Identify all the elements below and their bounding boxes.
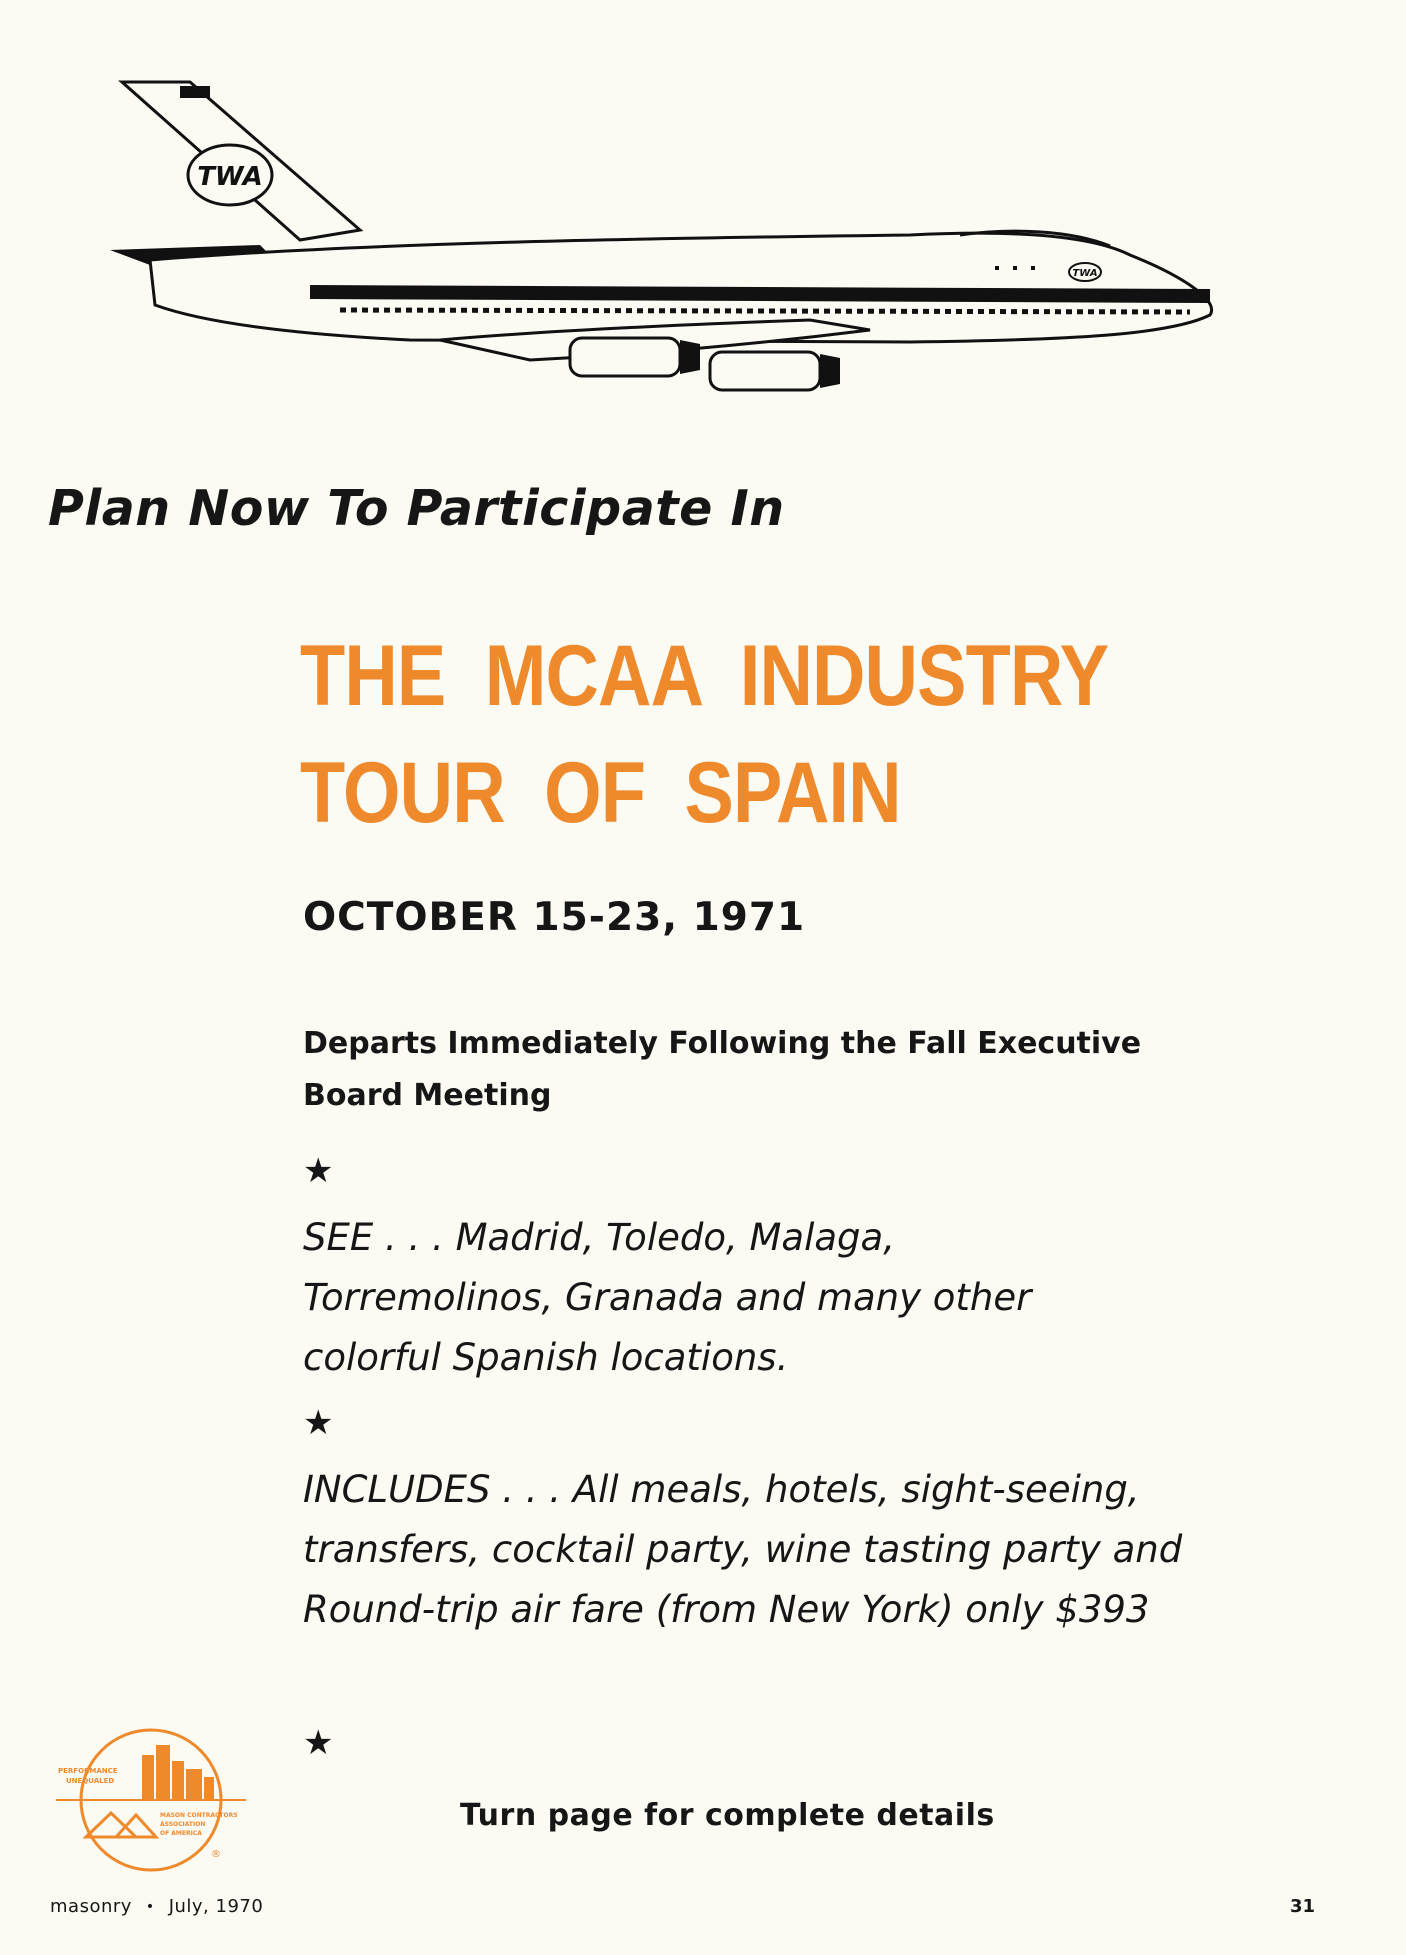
logo-text-right-1: MASON CONTRACTORS [160, 1812, 238, 1819]
star-icon: ★ [303, 1151, 334, 1191]
intro-heading: Plan Now To Participate In [48, 480, 785, 537]
twa-airplane-illustration [110, 70, 1260, 400]
page-number: 31 [1290, 1896, 1316, 1917]
destinations-text: SEE . . . Madrid, Toledo, Malaga, Torremolinos, Granada and many other colorful Spanish locations. [303, 1216, 1032, 1379]
mcaa-seal-icon [56, 1725, 246, 1875]
nose-logo-text: TWA [1072, 268, 1098, 279]
registered-mark: ® [211, 1849, 221, 1860]
tour-dates: OCTOBER 15-23, 1971 [303, 895, 806, 940]
tour-title [300, 618, 1108, 852]
logo-text-left-1: PERFORMANCE [58, 1767, 118, 1775]
logo-text-right-3: OF AMERICA [160, 1830, 202, 1837]
star-icon: ★ [303, 1723, 334, 1763]
publication-name: masonry [50, 1896, 132, 1917]
cheat-line [310, 292, 1210, 296]
departure-note: Departs Immediately Following the Fall Executive Board Meeting [303, 1026, 1142, 1113]
footer-credit [50, 1896, 263, 1917]
engine-outer [710, 352, 840, 390]
tour-title-line-2: TOUR OF SPAIN [300, 745, 901, 841]
issue-date: July, 1970 [168, 1896, 264, 1917]
bullet-icon: • [145, 1899, 155, 1915]
tail-logo-text: TWA [197, 162, 263, 192]
includes-text: INCLUDES . . . All meals, hotels, sight-seeing, transfers, cocktail party, wine tasting party and Round-trip air fare (from New York) only $393 [303, 1468, 1183, 1631]
star-icon: ★ [303, 1403, 334, 1443]
logo-text-left-2: UNEQUALED [66, 1777, 115, 1785]
trowel-mark [86, 1813, 156, 1837]
logo-text-right-2: ASSOCIATION [160, 1821, 206, 1828]
turn-page-note: Turn page for complete details [460, 1798, 995, 1833]
tour-title-line-1: THE MCAA INDUSTRY [300, 628, 1109, 724]
flag-mark [180, 86, 210, 98]
engine-inner [570, 338, 700, 376]
